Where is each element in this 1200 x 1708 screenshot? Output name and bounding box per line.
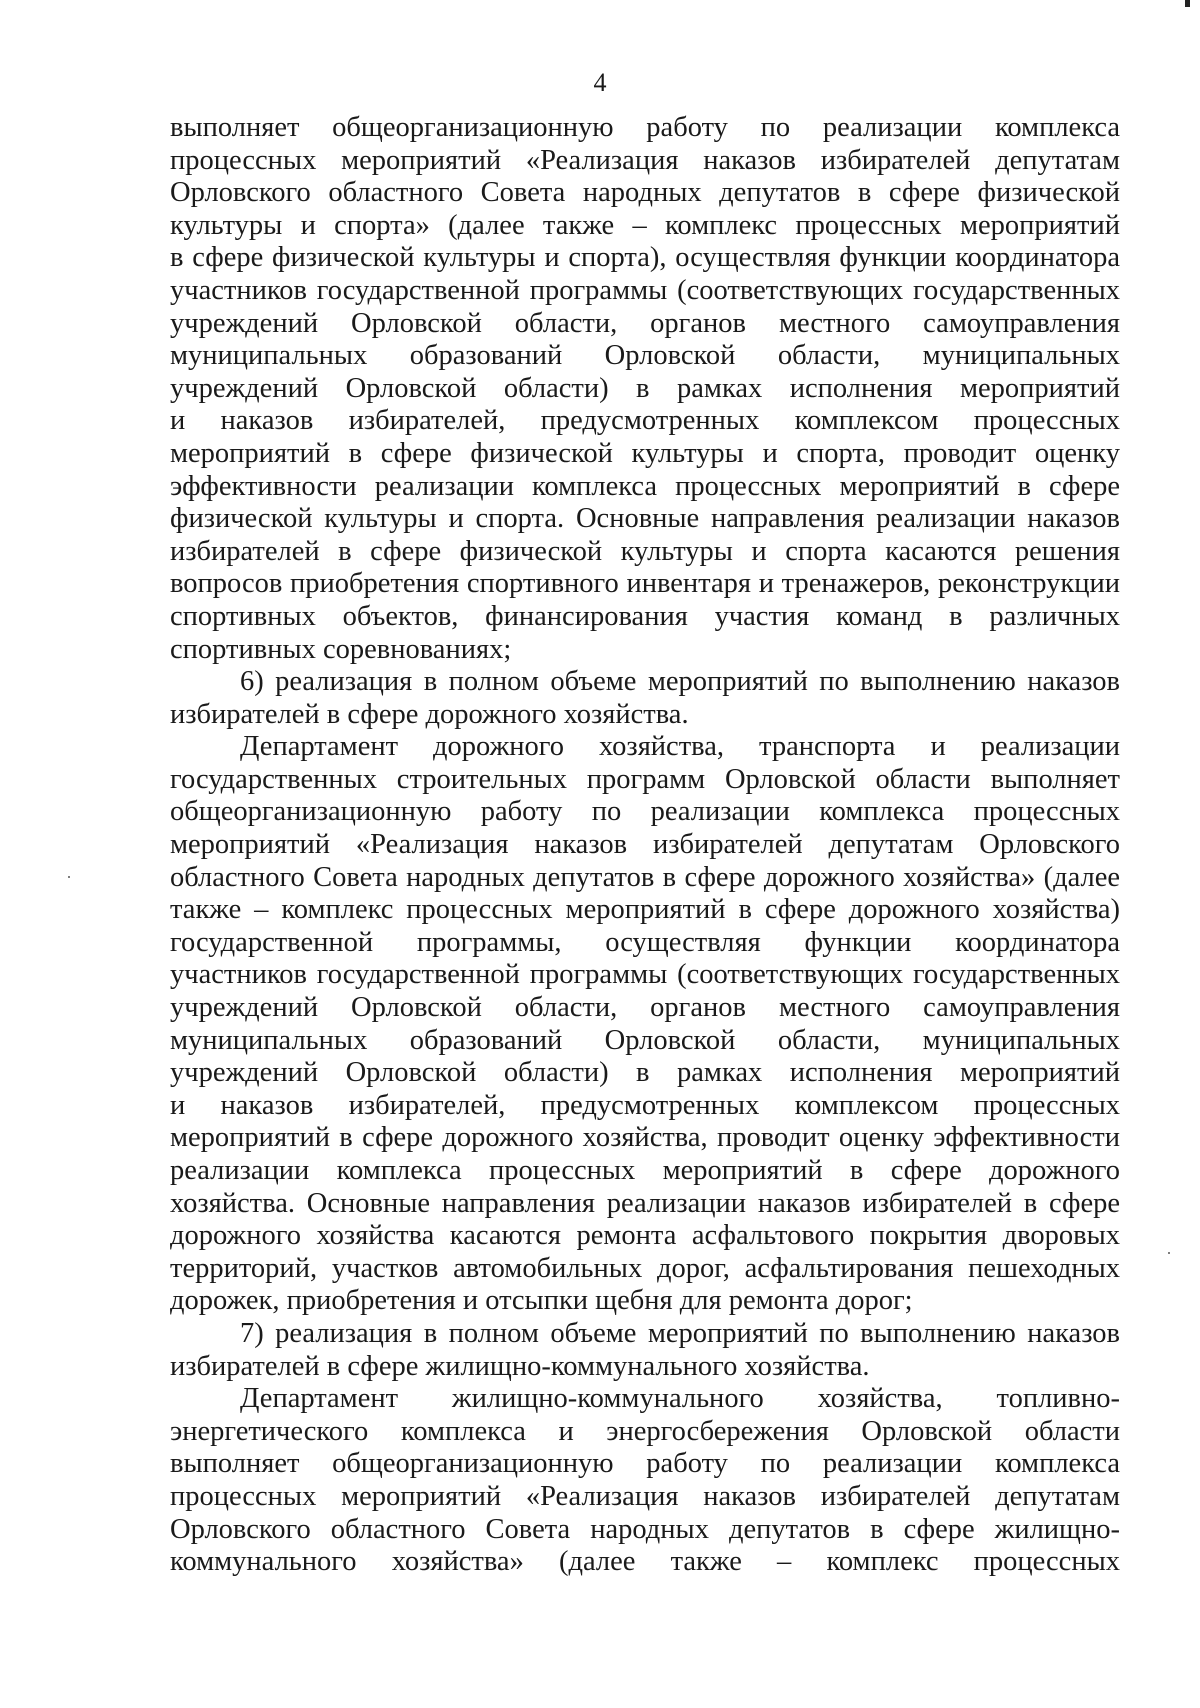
text-line: Орловского областного Совета народных депутатов в сфере физической xyxy=(170,177,1120,209)
text-line: Департамент жилищно-коммунального хозяйства, топливно- xyxy=(240,1383,1120,1415)
text-line: избирателей в сфере дорожного хозяйства. xyxy=(170,698,689,730)
text-line: участников государственной программы (соответствующих государственных xyxy=(170,959,1120,991)
text-line: хозяйства. Основные направления реализации наказов избирателей в сфере xyxy=(170,1187,1120,1219)
page-number: 4 xyxy=(593,68,607,97)
text-line: вопросов приобретения спортивного инвентаря и тренажеров, реконструкции xyxy=(170,568,1120,600)
text-line: процессных мероприятий «Реализация наказов избирателей депутатам xyxy=(170,1480,1120,1512)
text-line: участников государственной программы (соответствующих государственных xyxy=(170,274,1120,306)
text-line: эффективности реализации комплекса процессных мероприятий в сфере xyxy=(170,470,1120,502)
text-line: спортивных объектов, финансирования участия команд в различных xyxy=(170,600,1120,632)
text-line: также – комплекс процессных мероприятий в сфере дорожного хозяйства) xyxy=(170,894,1120,926)
text-line: учреждений Орловской области, органов местного самоуправления xyxy=(170,307,1120,339)
text-line: муниципальных образований Орловской области, муниципальных xyxy=(170,1024,1120,1056)
text-line: физической культуры и спорта. Основные направления реализации наказов xyxy=(170,503,1120,535)
text-line: 7) реализация в полном объеме мероприятий по выполнению наказов xyxy=(240,1317,1120,1349)
body-text xyxy=(170,112,1120,1579)
text-line: мероприятий в сфере дорожного хозяйства, проводит оценку эффективности xyxy=(170,1122,1120,1154)
text-line: общеорганизационную работу по реализации комплекса процессных xyxy=(170,796,1120,828)
text-line: государственной программы, осуществляя функции координатора xyxy=(170,926,1120,958)
text-line: государственных строительных программ Орловской области выполняет xyxy=(170,763,1120,795)
text-line: дорожек, приобретения и отсыпки щебня для ремонта дорог; xyxy=(170,1285,913,1317)
text-line: и наказов избирателей, предусмотренных комплексом процессных xyxy=(170,405,1120,437)
text-line: и наказов избирателей, предусмотренных комплексом процессных xyxy=(170,1089,1120,1121)
text-line: в сфере физической культуры и спорта), осуществляя функции координатора xyxy=(170,242,1120,274)
text-line: Департамент дорожного хозяйства, транспорта и реализации xyxy=(240,731,1120,763)
text-line: мероприятий в сфере физической культуры и спорта, проводит оценку xyxy=(170,437,1120,469)
text-line: избирателей в сфере жилищно-коммунального хозяйства. xyxy=(170,1350,870,1382)
text-line: учреждений Орловской области, органов местного самоуправления xyxy=(170,992,1120,1024)
text-line: учреждений Орловской области) в рамках исполнения мероприятий xyxy=(170,372,1120,404)
scan-speck xyxy=(68,876,70,878)
text-line: выполняет общеорганизационную работу по реализации комплекса xyxy=(170,112,1120,143)
text-line: областного Совета народных депутатов в сфере дорожного хозяйства» (далее xyxy=(170,861,1120,893)
scan-speck xyxy=(1168,1252,1170,1254)
text-line: муниципальных образований Орловской области, муниципальных xyxy=(170,340,1120,372)
text-line: реализации комплекса процессных мероприятий в сфере дорожного xyxy=(170,1155,1120,1186)
text-line: мероприятий «Реализация наказов избирателей депутатам Орловского xyxy=(170,829,1120,861)
text-line: территорий, участков автомобильных дорог, асфальтирования пешеходных xyxy=(170,1252,1120,1284)
text-line: спортивных соревнованиях; xyxy=(170,633,512,665)
text-line: культуры и спорта» (далее также – комплекс процессных мероприятий xyxy=(170,209,1120,241)
text-line: энергетического комплекса и энергосбережения Орловской области xyxy=(170,1415,1120,1447)
text-line: Орловского областного Совета народных депутатов в сфере жилищно- xyxy=(170,1513,1120,1545)
scan-corner-mark xyxy=(1185,0,1190,7)
text-line: 6) реализация в полном объеме мероприятий по выполнению наказов xyxy=(240,666,1120,698)
text-line: учреждений Орловской области) в рамках исполнения мероприятий xyxy=(170,1057,1120,1089)
text-line: дорожного хозяйства касаются ремонта асфальтового покрытия дворовых xyxy=(170,1220,1120,1252)
text-line: избирателей в сфере физической культуры и спорта касаются решения xyxy=(170,535,1120,567)
text-line: коммунального хозяйства» (далее также – комплекс процессных xyxy=(170,1546,1120,1578)
text-line: выполняет общеорганизационную работу по реализации комплекса xyxy=(170,1448,1120,1480)
text-line: процессных мероприятий «Реализация наказов избирателей депутатам xyxy=(170,144,1120,176)
